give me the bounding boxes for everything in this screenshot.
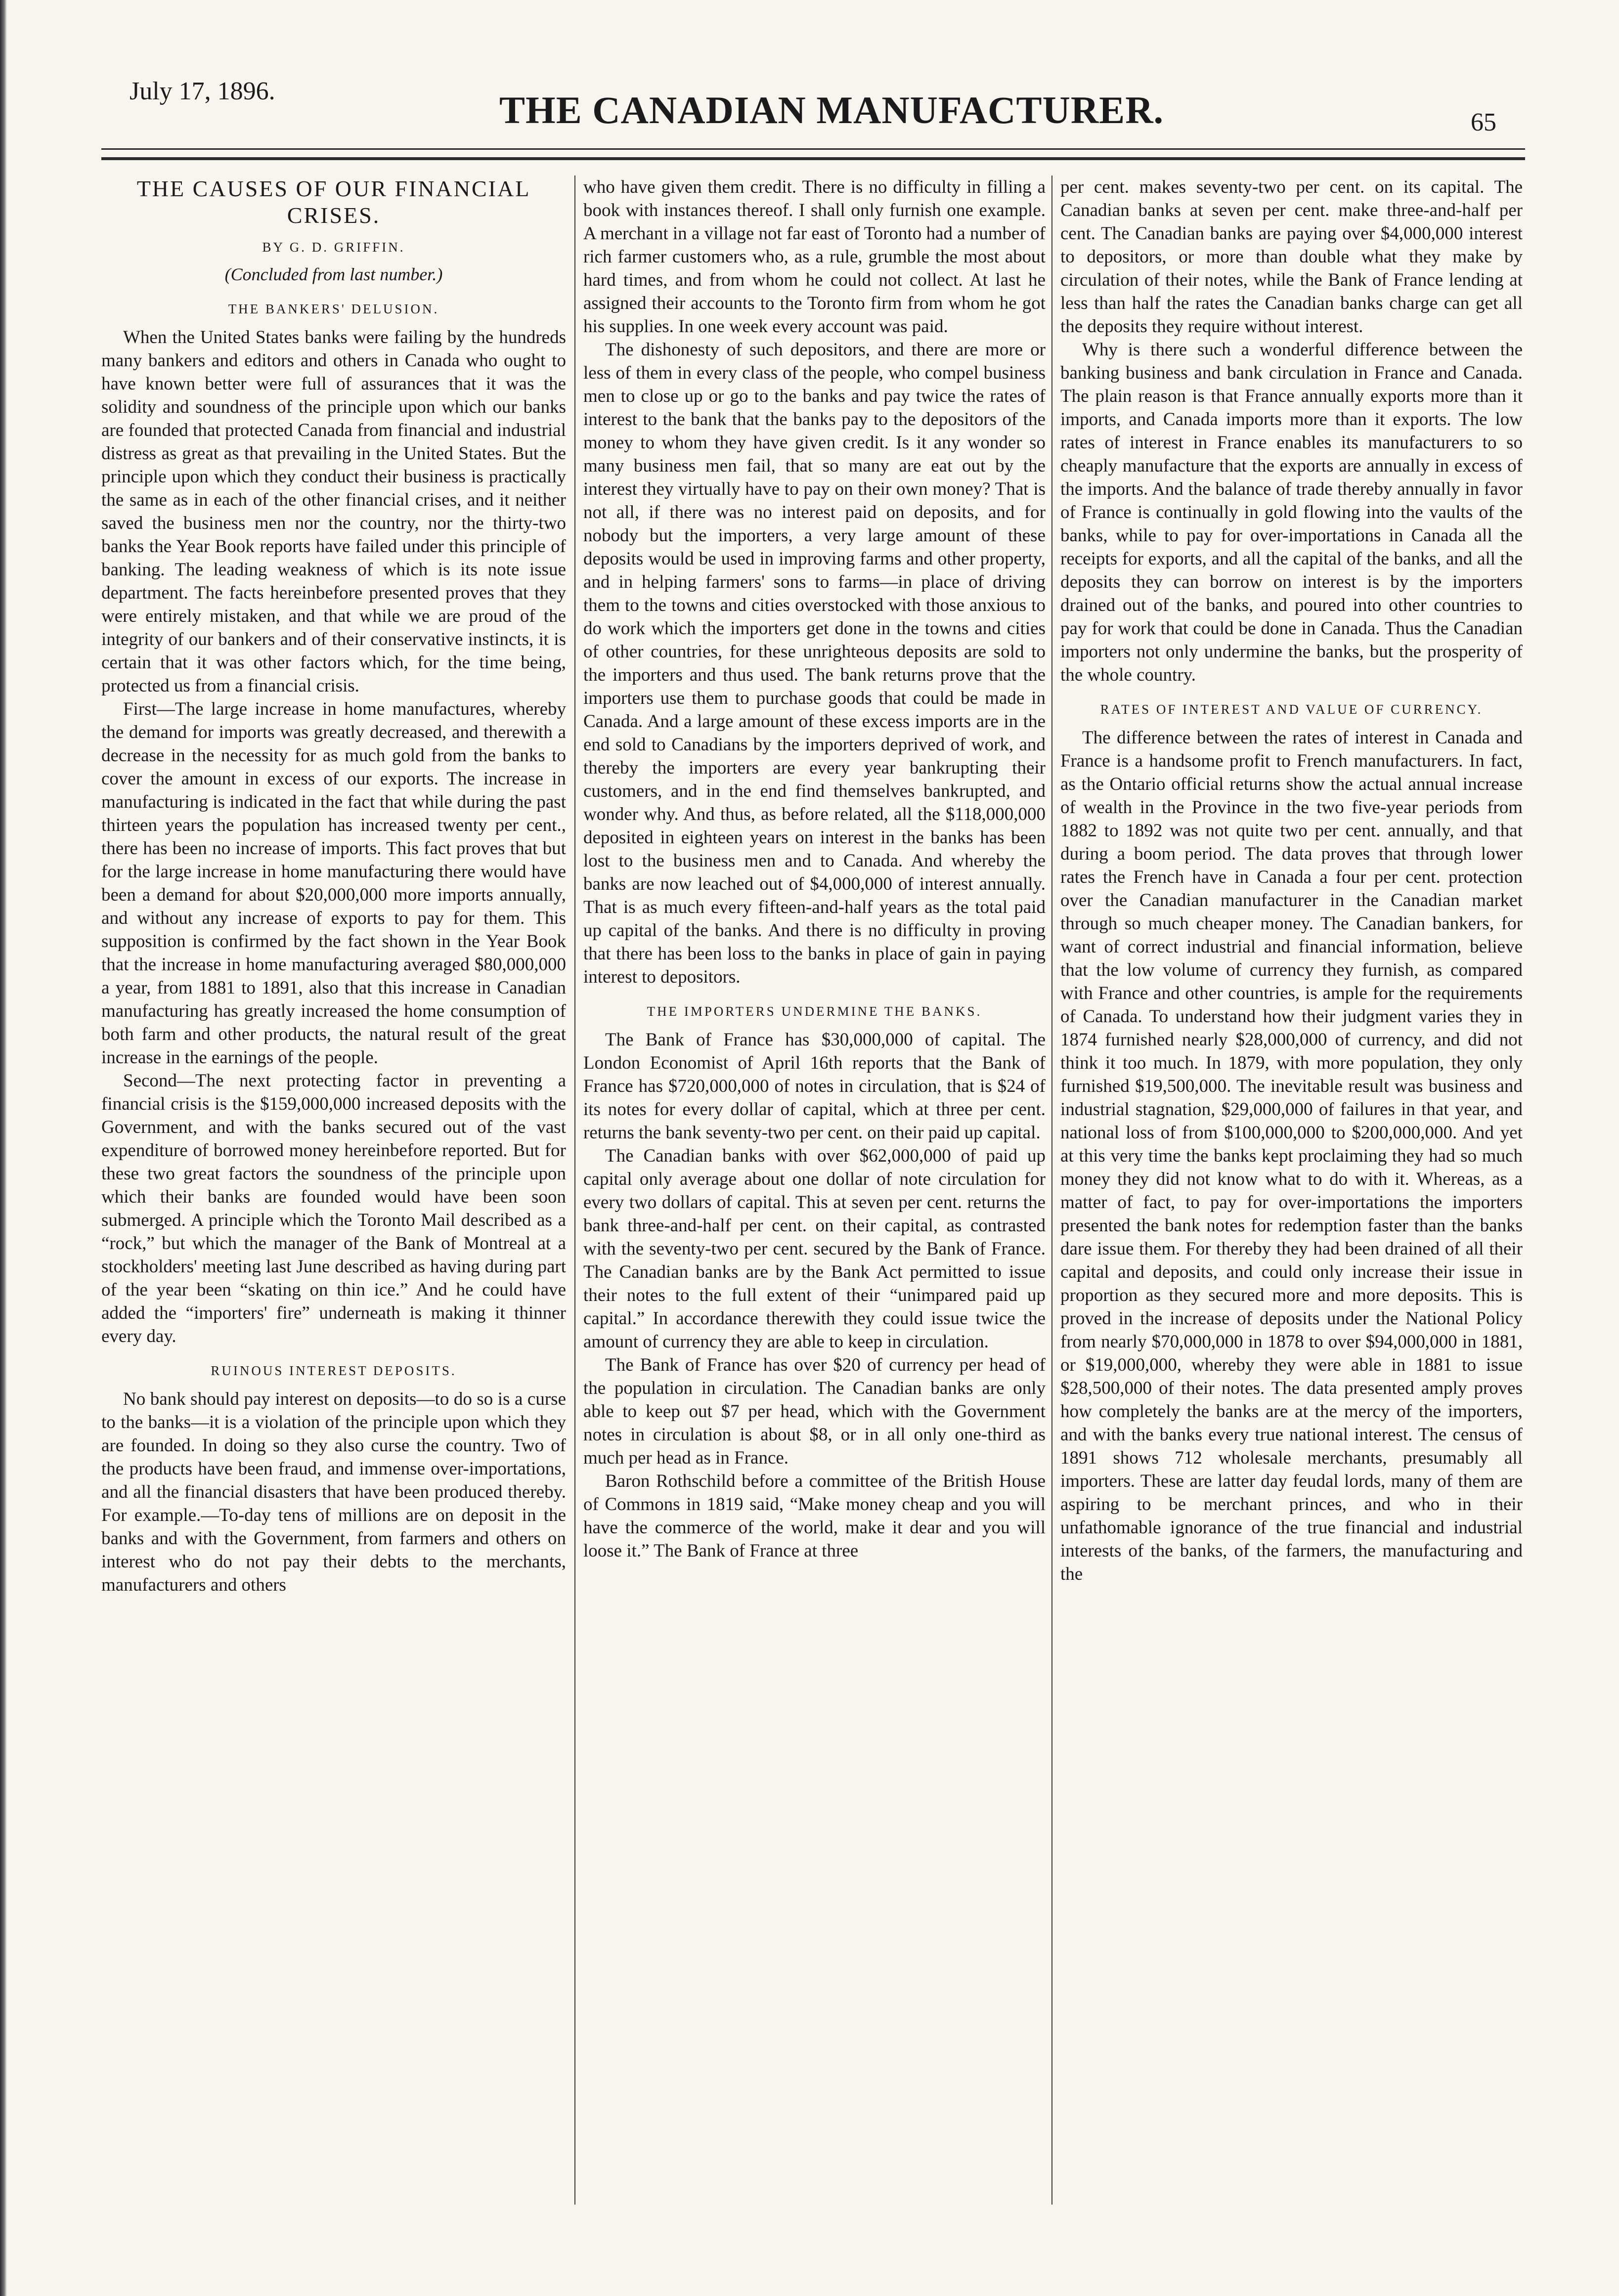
column-rule-1	[574, 175, 575, 2205]
paragraph: The Bank of France has over $20 of currency per head of the population in circulation. The Canadian banks are only able to keep out $7 per head, which with the Government notes in circulation is about $8, or in all only one-third as much per head as in France.	[583, 1355, 1046, 1468]
paragraph: Why is there such a wonderful difference between the banking business and bank circulation in France and Canada. The plain reason is that France annually exports more than it imports, and Canada imports more than it exports. The low rates of interest in France enables its manufacturers to so cheaply manufacture that the exports are annually in excess of the imports. And the balance of trade thereby annually in favor of France is continually in gold flowing into the vaults of the banks, while to pay for over-importations in Canada all the receipts for exports, and all the capital of the banks, and all the deposits they can borrow on interest is by the importers drained out of the banks, and poured into other countries to pay for work that could be done in Canada. Thus the Canadian importers not only undermine the banks, but the prosperity of the whole country.	[1060, 340, 1523, 685]
column-2	[583, 175, 1046, 2205]
paragraph: Baron Rothschild before a committee of the British House of Commons in 1819 said, “Make money cheap and you will have the commerce of the world, make it dear and you will loose it.” The Bank of France at three	[583, 1471, 1046, 1561]
subheading-ruinous-deposits: RUINOUS INTEREST DEPOSITS.	[211, 1363, 457, 1378]
issue-date: July 17, 1896.	[130, 77, 275, 105]
masthead: THE CANADIAN MANUFACTURER.	[499, 88, 1164, 131]
paragraph: The difference between the rates of interest in Canada and France is a handsome profit to French manufacturers. In fact, as the Ontario official returns show the actual annual increase of wealth in the Province in the two five-year periods from 1882 to 1892 was not quite two per cent. annually, and that during a boom period. The data proves that through lower rates the French have in Canada a four per cent. protection over the Canadian manufacturer in the Canadian market through so much cheaper money. The Canadian bankers, for want of correct industrial and financial information, believe that the low volume of currency they furnish, as compared with France and other countries, is ample for the requirements of Canada. To understand how their judgment varies they in 1874 furnished nearly $28,000,000 of currency, and did not think it too much. In 1879, with more population, they only furnished $19,500,000. The inevitable result was business and industrial stagnation, $29,000,000 of failures in that year, and national loss of from $100,000,000 to $200,000,000. And yet at this very time the banks kept proclaiming they had so much money they did not know what to do with it. Whereas, as a matter of fact, to pay for over-importations the importers presented the bank notes for redemption faster than the banks dare issue them. For thereby they had been drained of all their capital and deposits, and could only increase their issue in proportion as they secured more and more deposits. This is proved in the increase of deposits under the National Policy from nearly $70,000,000 in 1878 to over $94,000,000 in 1881, or $19,000,000, whereby they were able in 1881 to issue $28,500,000 of their notes. The data presented amply proves how completely the banks are at the mercy of the importers, and with the banks every true national interest. The census of 1891 shows 712 wholesale merchants, presumably all importers. These are latter day feudal lords, many of them are aspiring to be merchant princes, and who in their unfathomable ignorance of the true financial and industrial interests of the banks, of the farmers, the manufacturing and the	[1060, 728, 1523, 1584]
article-title: THE CAUSES OF OUR FINANCIAL CRISES.	[136, 176, 531, 228]
paragraph: Second—The next protecting factor in preventing a financial crisis is the $159,000,000 increased deposits with the Government, and with the banks secured out of the vast expenditure of borrowed money hereinbefore reported. But for these two great factors the soundness of the principle upon which their banks are founded would have been soon submerged. A principle which the Toronto Mail described as a “rock,” but which the manager of the Bank of Montreal at a stockholders' meeting last June described as having during part of the year been “skating on thin ice.” And he could have added the “importers' fire” underneath is making it thinner every day.	[101, 1071, 566, 1346]
column-3	[1060, 175, 1523, 2205]
scan-edge	[0, 0, 7, 2296]
paragraph: who have given them credit. There is no difficulty in filling a book with instances thereof. I shall only furnish one example. A merchant in a village not far east of Toronto had a number of rich farmer customers who, as a rule, grumble the most about hard times, and from whom he could not collect. At last he assigned their accounts to the Toronto firm from whom he got his supplies. In one week every account was paid.	[583, 177, 1046, 337]
header-rule-bottom	[101, 157, 1525, 160]
page-number: 65	[1471, 108, 1496, 136]
subheading-rates-of-interest: RATES OF INTEREST AND VALUE OF CURRENCY.	[1100, 702, 1483, 717]
paragraph: No bank should pay interest on deposits—to do so is a curse to the banks—it is a violation of the principle upon which they are founded. In doing so they also curse the country. Two of the products have been fraud, and immense over-importations, and all the financial disasters that have been produced thereby. For example.—To-day tens of millions are on deposit in the banks and with the Government, from farmers and others on interest who do not pay their debts to the merchants, manufacturers and others	[101, 1389, 566, 1595]
paragraph: per cent. makes seventy-two per cent. on its capital. The Canadian banks at seven per cent. make three-and-half per cent. The Canadian banks are paying over $4,000,000 interest to depositors, or more than double what they make by circulation of their notes, while the Bank of France lending at less than half the rates the Canadian banks charge can get all the deposits they require without interest.	[1060, 177, 1523, 337]
column-1	[101, 175, 566, 2205]
paragraph: The dishonesty of such depositors, and there are more or less of them in every class of the people, who compel business men to close up or go to the banks and pay twice the rates of interest to the bank that the banks pay to the depositors of the money to whom they have given credit. Is it any wonder so many business men fail, that so many are eat out by the interest they virtually have to pay on their own money? That is not all, if there was no interest paid on deposits, and for nobody but the importers, a very large amount of these deposits would be used in improving farms and other property, and in helping farmers' sons to farms—in place of driving them to the towns and cities overstocked with those anxious to do work which the importers get done in the towns and cities of other countries, for these unrighteous deposits are sold to the importers and thus used. The bank returns prove that the importers use them to purchase goods that could be made in Canada. And a large amount of these excess imports are in the end sold to Canadians by the importers deprived of work, and thereby the importers are every year bankrupting their customers, and in the end find themselves bankrupted, and wonder why. And thus, as before related, all the $118,000,000 deposited in eighteen years on interest in the banks has been lost to the business men and to Canada. And whereby the banks are now leached out of $4,000,000 of interest annually. That is as much every fifteen-and-half years as the total paid up capital of the banks. And there is no difficulty in proving that there has been loss to the banks in place of gain in paying interest to depositors.	[583, 340, 1046, 987]
paragraph: The Bank of France has $30,000,000 of capital. The London Economist of April 16th reports that the Bank of France has $720,000,000 of notes in circulation, that is $24 of its notes for every dollar of capital, which at three per cent. returns the bank seventy-two per cent. on their paid up capital.	[583, 1030, 1046, 1143]
continued-note: (Concluded from last number.)	[224, 264, 443, 284]
paragraph: The Canadian banks with over $62,000,000 of paid up capital only average about one dollar of note circulation for every two dollars of capital. This at seven per cent. returns the bank three-and-half per cent. on their capital, as contrasted with the seventy-two per cent. secured by the Bank of France. The Canadian banks are by the Bank Act permitted to issue their notes to the full extent of their “unimpared paid up capital.” In accordance therewith they could issue twice the amount of currency they are able to keep in circulation.	[583, 1146, 1046, 1352]
byline: BY G. D. GRIFFIN.	[262, 240, 405, 255]
paragraph: First—The large increase in home manufactures, whereby the demand for imports was greatly decreased, and therewith a decrease in the necessity for as much gold from the banks to cover the amount in excess of our exports. The increase in manufacturing is indicated in the fact that while during the past thirteen years the population has increased twenty per cent., there has been no increase of imports. This fact proves that but for the large increase in home manufacturing there would have been a demand for about $20,000,000 more imports annually, and without any increase of exports to pay for them. This supposition is confirmed by the fact shown in the Year Book that the increase in home manufacturing averaged $80,000,000 a year, from 1881 to 1891, also that this increase in Canadian manufacturing has greatly increased the home consumption of both farm and other products, the natural result of the great increase in the earnings of the people.	[101, 699, 566, 1068]
paragraph: When the United States banks were failing by the hundreds many bankers and editors and others in Canada who ought to have known better were full of assurances that it was the solidity and soundness of the principle upon which our banks are founded that protected Canada from financial and industrial distress as great as that prevailing in the United States. But the principle upon which they conduct their business is practically the same as in each of the other financial crises, and it neither saved the business men nor the country, nor the thirty-two banks the Year Book reports have failed under this principle of banking. The leading weakness of which is its note issue department. The facts hereinbefore presented proves that they were entirely mistaken, and that while we are proud of the integrity of our bankers and of their conservative instincts, it is certain that it was other factors which, for the time being, protected us from a financial crisis.	[101, 327, 566, 696]
subheading-bankers-delusion: THE BANKERS' DELUSION.	[228, 302, 439, 316]
header-rule-top	[101, 148, 1525, 150]
column-rule-2	[1051, 175, 1052, 2205]
subheading-importers-undermine: THE IMPORTERS UNDERMINE THE BANKS.	[647, 1004, 982, 1019]
